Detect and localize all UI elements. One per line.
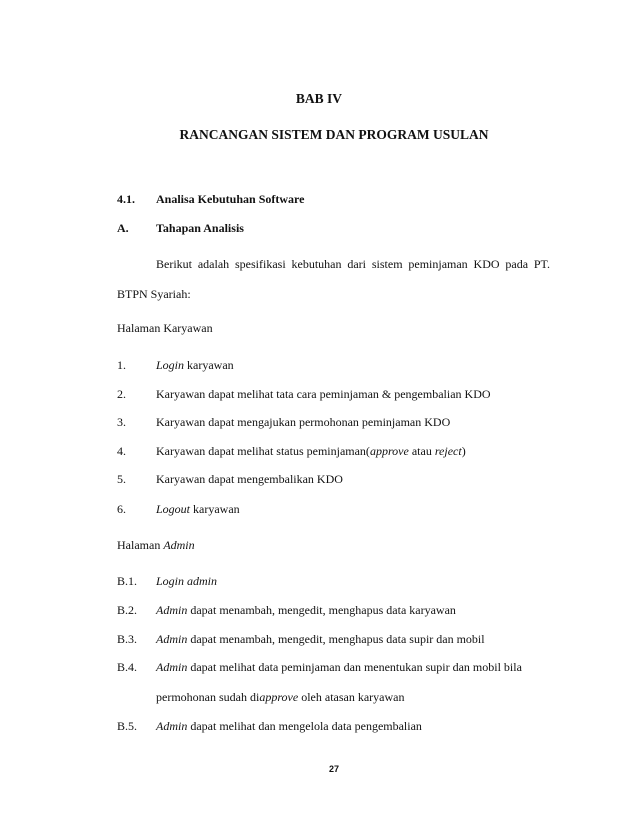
page-number: 27 <box>328 764 339 774</box>
admin-heading: Halaman Admin <box>117 538 195 552</box>
admin-item-4-line-1: Admin dapat melihat data peminjaman dan menentukan supir dan mobil bila <box>156 660 522 674</box>
admin-item-4-line-2: permohonan sudah diapprove oleh atasan karyawan <box>156 690 405 704</box>
admin-item-1-number: B.1. <box>117 574 138 588</box>
karyawan-item-1-number: 1. <box>117 358 126 372</box>
karyawan-item-5-number: 5. <box>117 472 126 486</box>
karyawan-item-4-number: 4. <box>117 444 126 458</box>
karyawan-item-3-number: 3. <box>117 415 126 429</box>
chapter-heading: BAB IV <box>295 91 343 106</box>
karyawan-item-6-number: 6. <box>117 502 126 516</box>
section-title: Analisa Kebutuhan Software <box>156 192 305 206</box>
karyawan-item-1: Login karyawan <box>156 358 234 372</box>
subsection-letter: A. <box>117 221 129 235</box>
admin-item-2-number: B.2. <box>117 603 138 617</box>
admin-item-2: Admin dapat menambah, mengedit, menghapus data karyawan <box>156 603 456 617</box>
karyawan-item-5: Karyawan dapat mengembalikan KDO <box>156 472 343 486</box>
karyawan-heading: Halaman Karyawan <box>117 321 213 335</box>
subsection-title: Tahapan Analisis <box>156 221 244 235</box>
intro-line-2: BTPN Syariah: <box>117 287 191 301</box>
intro-line-1: Berikut adalah spesifikasi kebutuhan dari sistem peminjaman KDO pada PT. <box>156 257 550 271</box>
admin-item-3-number: B.3. <box>117 632 138 646</box>
admin-item-5-number: B.5. <box>117 719 138 733</box>
karyawan-item-6: Logout karyawan <box>156 502 240 516</box>
karyawan-item-2: Karyawan dapat melihat tata cara peminjaman & pengembalian KDO <box>156 387 491 401</box>
admin-item-3: Admin dapat menambah, mengedit, menghapus data supir dan mobil <box>156 632 485 646</box>
karyawan-item-3: Karyawan dapat mengajukan permohonan peminjaman KDO <box>156 415 451 429</box>
section-number: 4.1. <box>117 192 135 206</box>
karyawan-item-4: Karyawan dapat melihat status peminjaman(approve atau reject) <box>156 444 466 458</box>
admin-item-5: Admin dapat melihat dan mengelola data pengembalian <box>156 719 422 733</box>
admin-item-1: Login admin <box>156 574 218 588</box>
karyawan-item-2-number: 2. <box>117 387 126 401</box>
chapter-title: RANCANGAN SISTEM DAN PROGRAM USULAN <box>179 127 489 142</box>
admin-item-4-number: B.4. <box>117 660 138 674</box>
